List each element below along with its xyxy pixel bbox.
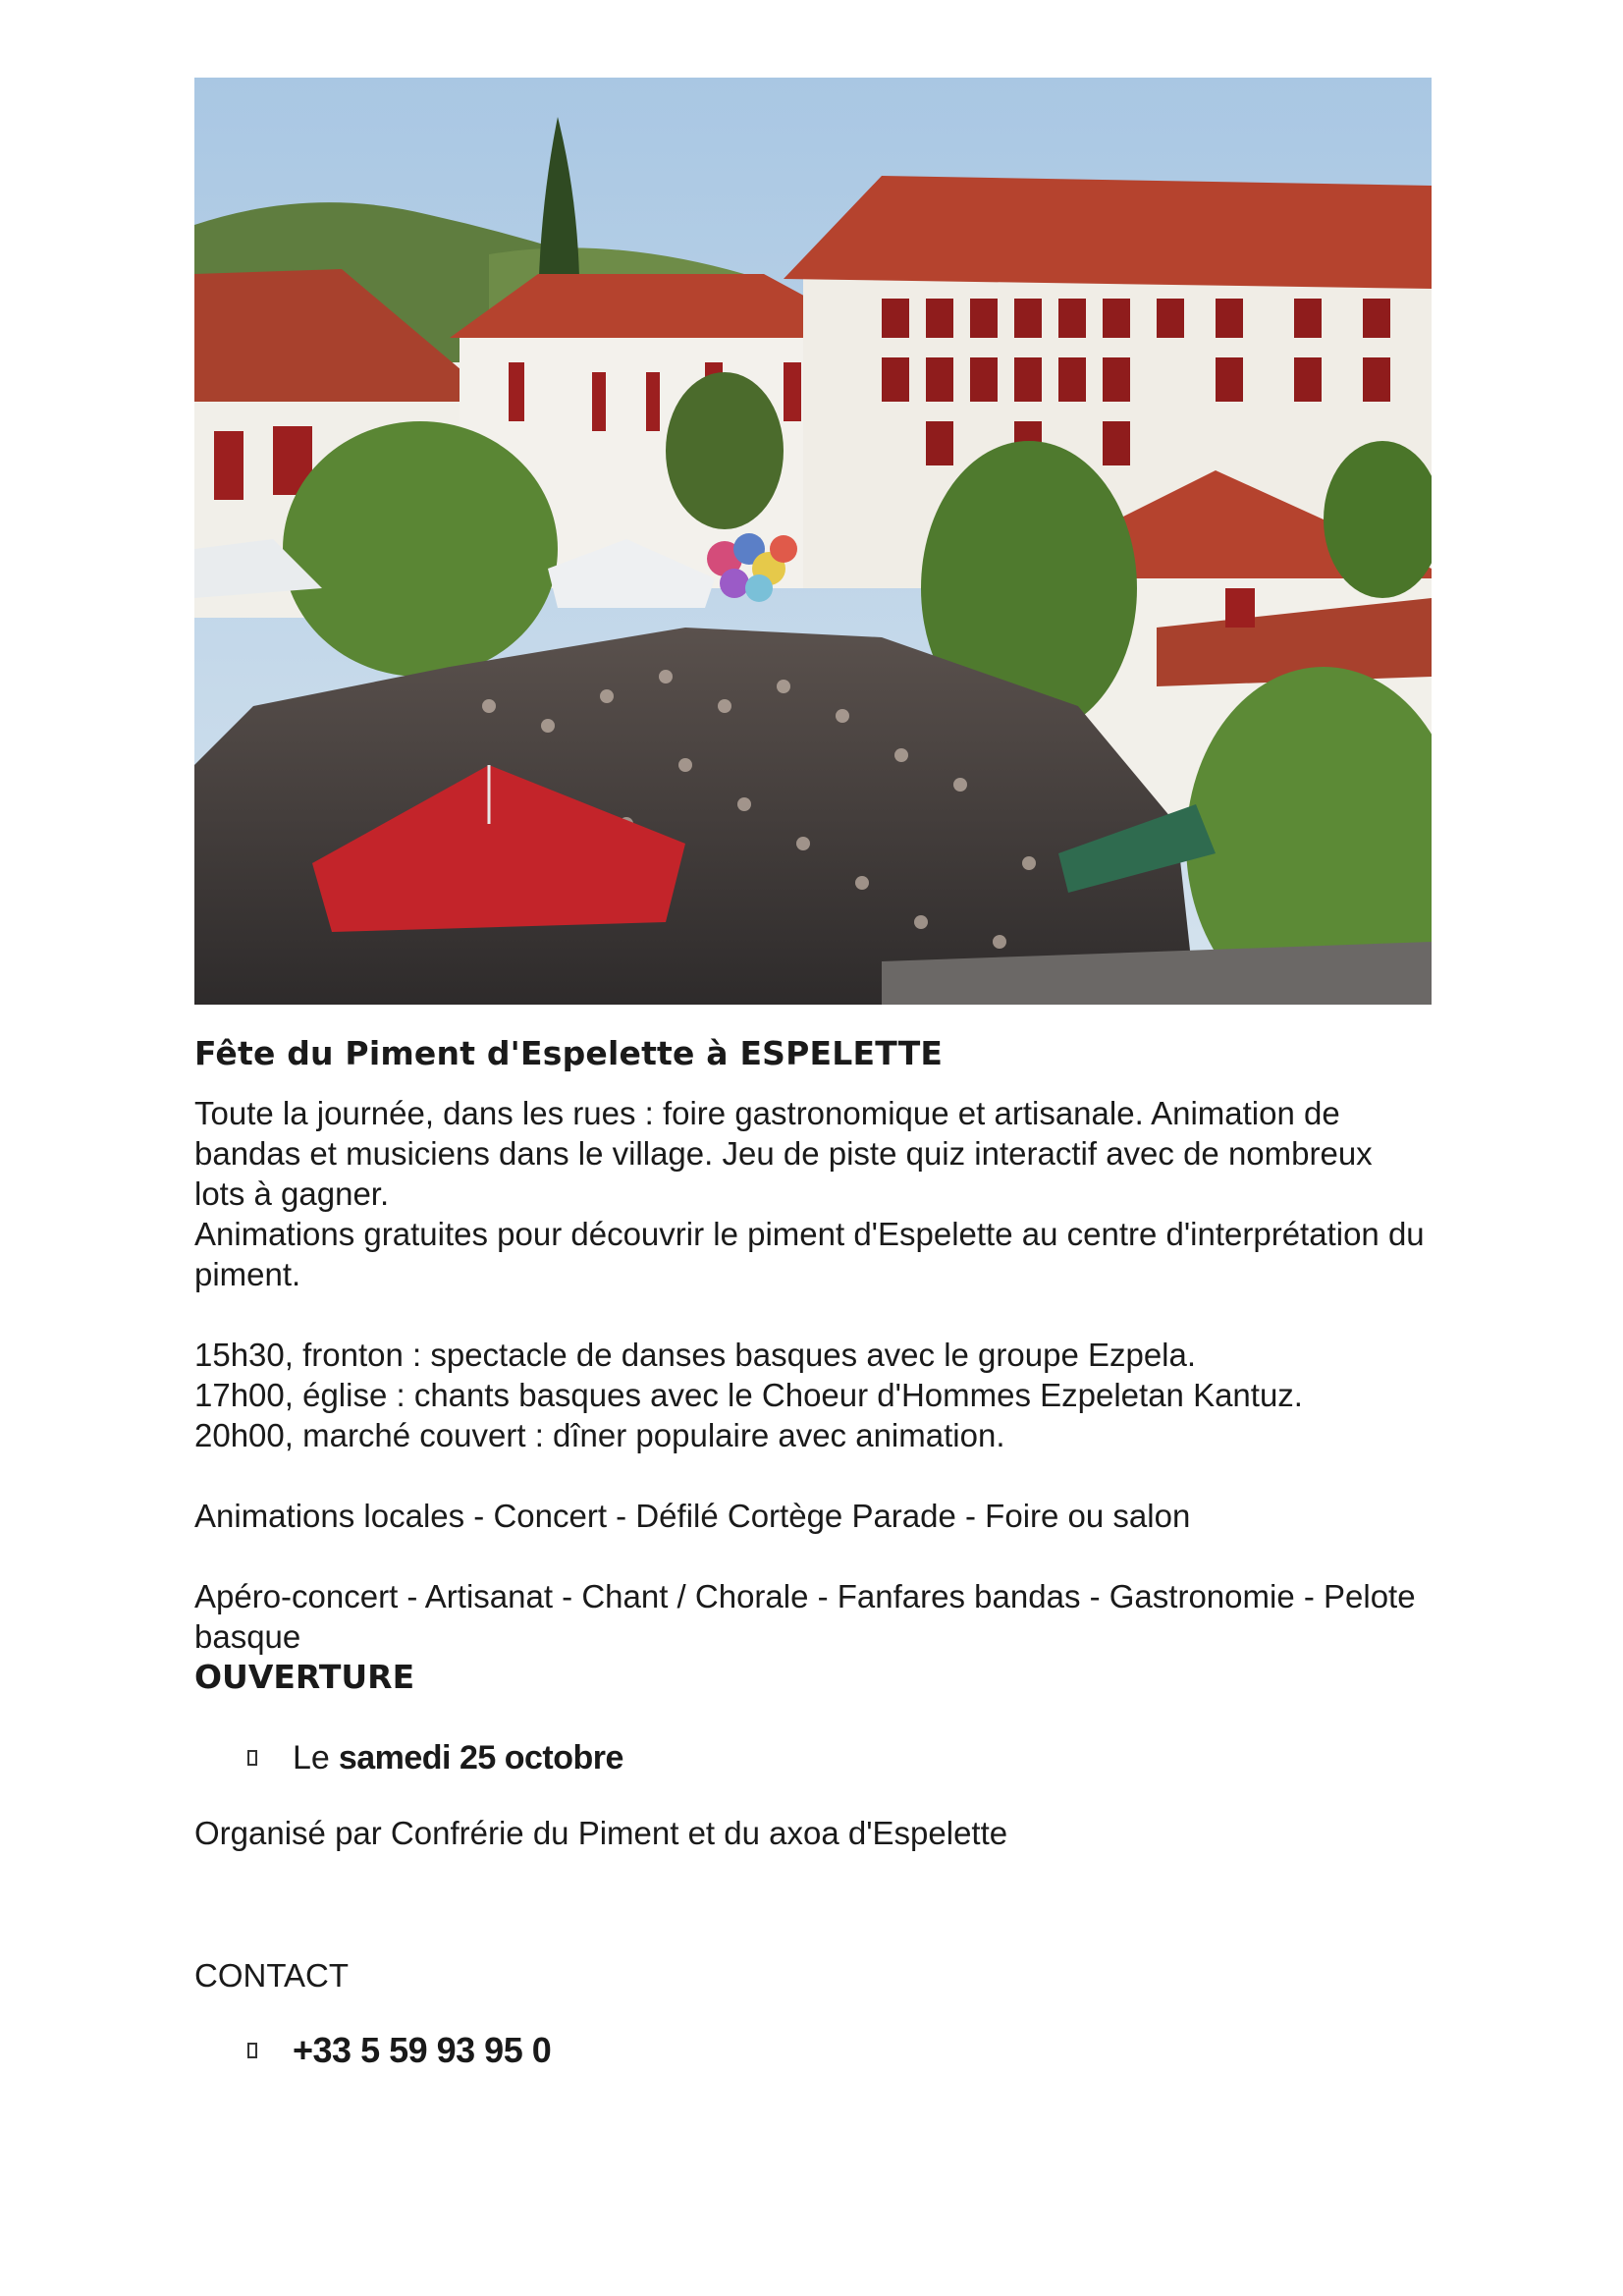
- event-description: [194, 1093, 1432, 1697]
- schedule-line: 15h30, fronton : spectacle de danses basques avec le groupe Ezpela.: [194, 1337, 1197, 1373]
- schedule-line: 17h00, église : chants basques avec le Choeur d'Hommes Ezpeletan Kantuz.: [194, 1377, 1303, 1413]
- document-page: [194, 78, 1432, 2072]
- opening-heading: OUVERTURE: [194, 1658, 415, 1696]
- phone-item: [247, 2029, 1432, 2072]
- organizer-text: Organisé par Confrérie du Piment et du axoa d'Espelette: [194, 1815, 1008, 1851]
- event-categories: Animations locales - Concert - Défilé Cortège Parade - Foire ou salon: [194, 1498, 1191, 1534]
- contact-heading: CONTACT: [194, 1957, 350, 1994]
- description-paragraph: Animations gratuites pour découvrir le piment d'Espelette au centre d'interprétation du piment.: [194, 1216, 1425, 1292]
- event-title: Fête du Piment d'Espelette à ESPELETTE: [194, 1034, 944, 1072]
- event-tags: Apéro-concert - Artisanat - Chant / Chorale - Fanfares bandas - Gastronomie - Pelote basque: [194, 1578, 1416, 1655]
- village-festival-photo: [194, 78, 1432, 1005]
- bullet-icon: [247, 2043, 257, 2058]
- description-paragraph: Toute la journée, dans les rues : foire gastronomique et artisanale. Animation de bandas et musiciens dans le village. Jeu de piste quiz interactif avec de nombreux lots à gagner.: [194, 1095, 1373, 1212]
- schedule-line: 20h00, marché couvert : dîner populaire avec animation.: [194, 1417, 1005, 1453]
- opening-prefix: Le: [293, 1739, 330, 1777]
- bullet-icon: [247, 1750, 257, 1766]
- opening-date-item: [247, 1736, 1432, 1779]
- opening-date: samedi 25 octobre: [338, 1739, 623, 1777]
- phone-number[interactable]: +33 5 59 93 95 0: [293, 2030, 552, 2070]
